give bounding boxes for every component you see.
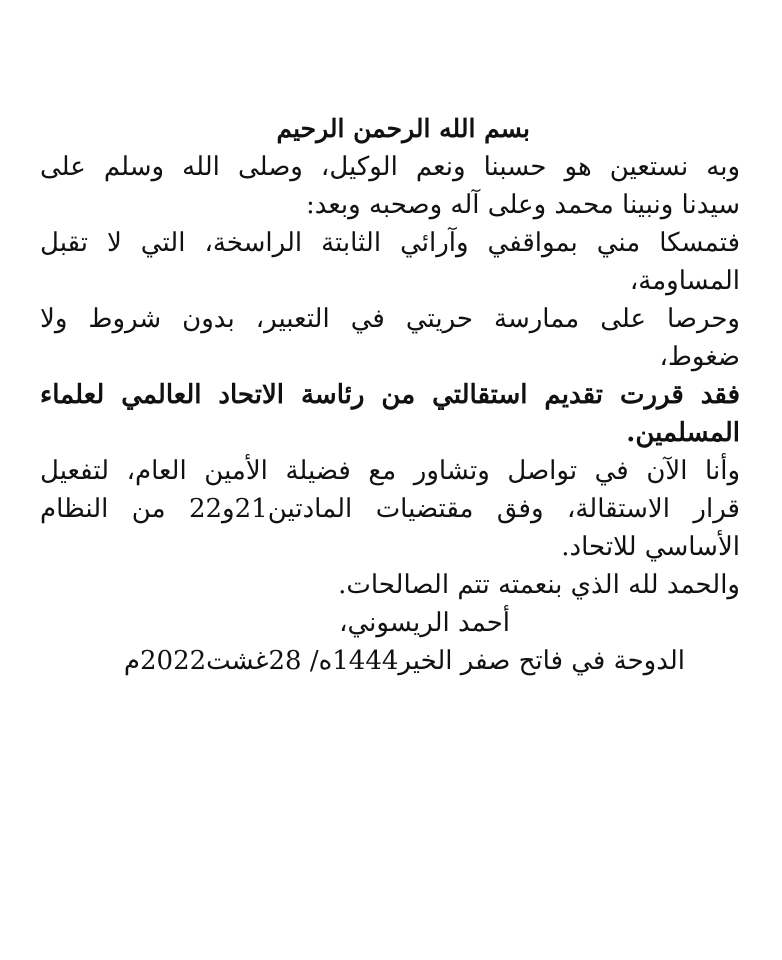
signature: أحمد الريسوني، xyxy=(339,608,510,638)
basmala-heading: بسم الله الرحمن الرحيم xyxy=(276,114,530,143)
letter-line: ضغوط، xyxy=(659,342,740,372)
decision-line: فقد قررت تقديم استقالتي من رئاسة الاتحاد العالمي لعلماء xyxy=(40,380,740,410)
letter-line: قرار الاستقالة، وفق مقتضيات المادتين21و22 من النظام xyxy=(40,494,740,524)
letter-line: فتمسكا مني بمواقفي وآرائي الثابتة الراسخة، التي لا تقبل xyxy=(40,228,740,258)
letter-line: وحرصا على ممارسة حريتي في التعبير، بدون شروط ولا xyxy=(40,304,740,334)
date-line: الدوحة في فاتح صفر الخير1444ه/ 28غشت2022م xyxy=(123,646,685,676)
letter-line: والحمد لله الذي بنعمته تتم الصالحات. xyxy=(338,570,740,600)
resignation-letter xyxy=(40,110,740,680)
letter-line: وأنا الآن في تواصل وتشاور مع فضيلة الأمين العام، لتفعيل xyxy=(40,456,740,486)
letter-line: سيدنا ونبينا محمد وعلى آله وصحبه وبعد: xyxy=(305,190,740,220)
letter-line: وبه نستعين هو حسبنا ونعم الوكيل، وصلى الله وسلم على xyxy=(40,152,740,182)
decision-line: المسلمين. xyxy=(626,418,740,448)
letter-line: الأساسي للاتحاد. xyxy=(561,532,740,562)
letter-line: المساومة، xyxy=(629,266,740,296)
